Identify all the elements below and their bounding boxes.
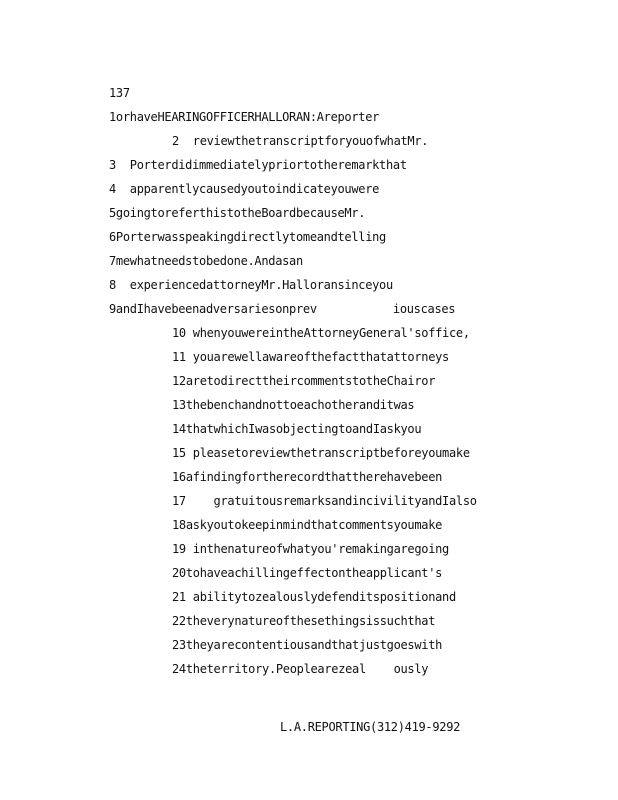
- transcript-line-16: 16afindingfortherecordthattherehavebeen: [172, 470, 443, 484]
- transcript-line-1: 1orhaveHEARINGOFFICERHALLORAN:Areporter: [109, 110, 380, 124]
- transcript-line-8: 8 experiencedattorneyMr.Halloransinceyou: [109, 278, 393, 292]
- transcript-line-19: 19 inthenatureofwhatyou'remakingaregoing: [172, 542, 449, 556]
- transcript-line-9: 9andIhavebeenadversariesonprev iouscases: [109, 302, 456, 316]
- transcript-line-7: 7mewhatneedstobedone.Andasan: [109, 254, 303, 268]
- transcript-line-21: 21 abilitytozealouslydefenditspositionand: [172, 590, 456, 604]
- transcript-line-13: 13thebenchandnottoeachotheranditwas: [172, 398, 415, 412]
- transcript-line-6: 6Porterwasspeakingdirectlytomeandtelling: [109, 230, 386, 244]
- transcript-line-11: 11 youarewellawareofthefactthatattorneys: [172, 350, 449, 364]
- transcript-line-10: 10 whenyouwereintheAttorneyGeneral'soffice,: [172, 326, 470, 340]
- transcript-line-22: 22theverynatureofthesethingsissuchthat: [172, 614, 436, 628]
- transcript-line-12: 12aretodirecttheircommentstotheChairor: [172, 374, 436, 388]
- transcript-line-20: 20tohaveachillingeffectontheapplicant's: [172, 566, 443, 580]
- transcript-line-18: 18askyoutokeepinmindthatcommentsyoumake: [172, 518, 443, 532]
- transcript-line-5: 5goingtoreferthistotheBoardbecauseMr.: [109, 206, 366, 220]
- transcript-line-17: 17 gratuitousremarksandincivilityandIalso: [172, 494, 477, 508]
- transcript-line-15: 15 pleasetoreviewthetranscriptbeforeyoumake: [172, 446, 470, 460]
- transcript-line-4: 4 apparentlycausedyoutoindicateyouwere: [109, 182, 380, 196]
- page-number: 137: [109, 86, 130, 100]
- transcript-line-2: 2 reviewthetranscriptforyouofwhatMr.: [172, 134, 429, 148]
- transcript-line-14: 14thatwhichIwasobjectingtoandIaskyou: [172, 422, 422, 436]
- transcript-line-23: 23theyarecontentiousandthatjustgoeswith: [172, 638, 443, 652]
- transcript-line-24: 24theterritory.Peoplearezeal ously: [172, 662, 429, 676]
- reporter-footer: L.A.REPORTING(312)419-9292: [280, 720, 461, 734]
- transcript-line-3: 3 Porterdidimmediatelypriortotheremarkthat: [109, 158, 407, 172]
